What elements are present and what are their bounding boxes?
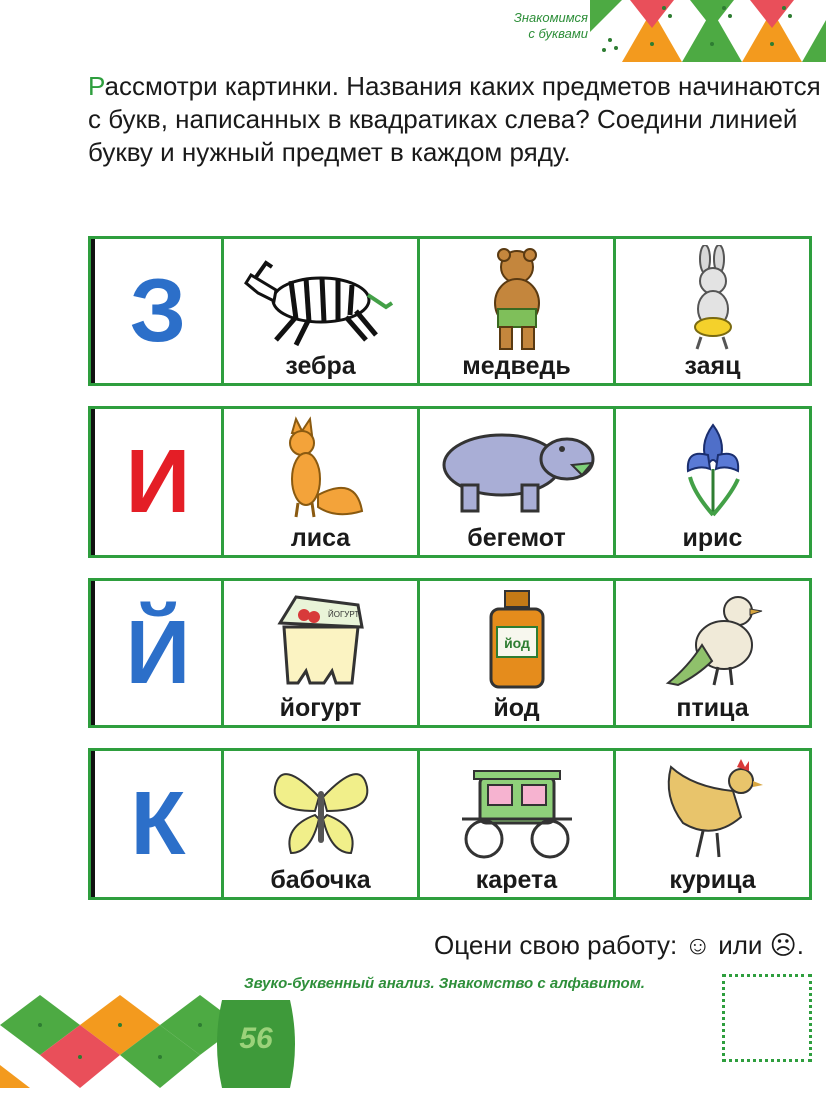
page-number: 56: [239, 1022, 273, 1055]
hare-icon: [673, 245, 753, 355]
page-number-badge: [212, 1000, 300, 1088]
header-pattern: [590, 0, 826, 62]
word-label: птица: [676, 694, 749, 722]
row-letter-k: [88, 748, 812, 900]
footer-topic: Звуко-буквенный анализ. Знакомство с алфавитом.: [244, 975, 645, 992]
yogurt-lid-text: ЙОГУРТ: [327, 610, 359, 619]
bird-icon: [658, 587, 768, 697]
word-label: курица: [669, 866, 756, 894]
task-text: ассмотри картинки. Названия каких предметов начинаются с букв, написанных в квадратиках слева? Соедини линией букву и нужный предмет в каждом ряду.: [88, 71, 821, 167]
yogurt-icon: [266, 587, 376, 697]
picture-card[interactable]: [613, 751, 809, 897]
task-first-letter: Р: [88, 71, 105, 101]
picture-card[interactable]: [221, 409, 417, 555]
letter-box[interactable]: З: [91, 239, 221, 383]
letter-box[interactable]: И: [91, 409, 221, 555]
word-label: ирис: [682, 524, 743, 552]
picture-card[interactable]: [221, 751, 417, 897]
picture-card[interactable]: [221, 581, 417, 725]
self-assessment: Оцени свою работу: ☺ или ☹.: [434, 930, 804, 960]
hippo-icon: [432, 415, 602, 525]
picture-card[interactable]: [417, 581, 613, 725]
picture-card[interactable]: [613, 581, 809, 725]
butterfly-icon: [261, 757, 381, 867]
score-box[interactable]: [722, 974, 812, 1062]
word-label: йод: [493, 694, 540, 722]
word-label: бегемот: [467, 524, 566, 552]
section-title: Знакомимся с буквами: [513, 10, 588, 41]
task-instructions: [88, 70, 823, 169]
fox-icon: [266, 415, 376, 525]
letter-box[interactable]: Й: [91, 581, 221, 725]
iris-icon: [668, 415, 758, 525]
hen-icon: [653, 757, 773, 867]
iodine-bottle-icon: [477, 587, 557, 697]
word-label: бабочка: [270, 866, 371, 894]
picture-card[interactable]: [613, 409, 809, 555]
word-label: медведь: [462, 352, 571, 380]
row-letter-z: [88, 236, 812, 386]
picture-card[interactable]: [417, 409, 613, 555]
carriage-icon: [442, 757, 592, 867]
bear-icon: [472, 245, 562, 355]
word-label: лиса: [290, 524, 351, 552]
picture-card[interactable]: [221, 239, 417, 383]
picture-card[interactable]: [417, 239, 613, 383]
word-label: йогурт: [279, 694, 362, 722]
row-letter-i: [88, 406, 812, 558]
picture-card[interactable]: [613, 239, 809, 383]
picture-card[interactable]: [417, 751, 613, 897]
word-label: зебра: [285, 352, 356, 380]
letter-box[interactable]: К: [91, 751, 221, 897]
word-label: заяц: [684, 352, 741, 380]
word-label: карета: [475, 866, 558, 894]
row-letter-y: [88, 578, 812, 728]
jar-label: йод: [503, 635, 530, 651]
zebra-icon: [236, 245, 406, 355]
